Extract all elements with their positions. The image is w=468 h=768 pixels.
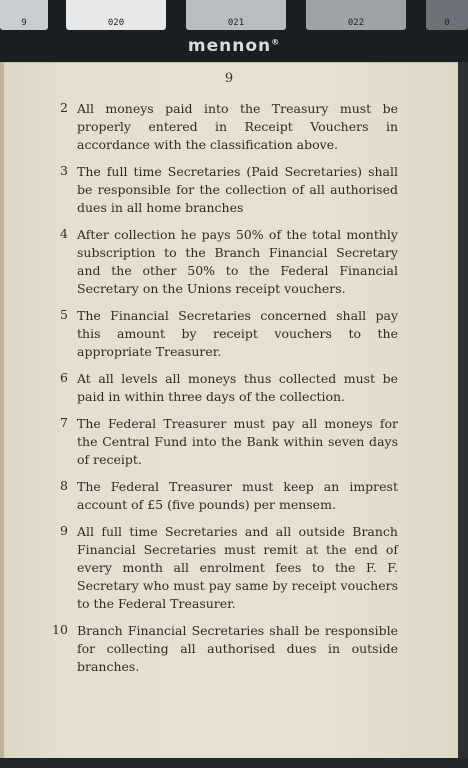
item-number: 4 bbox=[60, 226, 68, 241]
list-item bbox=[48, 415, 398, 469]
brand-text: mennon bbox=[187, 36, 272, 56]
item-number: 5 bbox=[60, 307, 68, 322]
list-item bbox=[48, 226, 398, 298]
color-card-label: 020 bbox=[107, 18, 125, 28]
item-number: 7 bbox=[60, 415, 68, 430]
scanner-strip bbox=[0, 0, 468, 62]
item-text: At all levels all moneys thus collected must be paid in within three days of the collection. bbox=[77, 371, 398, 404]
item-text: Branch Financial Secretaries shall be responsible for collecting all authorised dues in outside branches. bbox=[77, 623, 398, 674]
item-number: 10 bbox=[52, 622, 68, 637]
color-card bbox=[306, 0, 406, 30]
item-number: 6 bbox=[60, 370, 68, 385]
color-card-label: 022 bbox=[347, 18, 365, 28]
list-item bbox=[48, 622, 398, 676]
color-card-label: 021 bbox=[227, 18, 245, 28]
list-item bbox=[48, 478, 398, 514]
color-card-label: 9 bbox=[21, 18, 27, 28]
color-card bbox=[426, 0, 468, 30]
item-number: 3 bbox=[60, 163, 68, 178]
page-number: 9 bbox=[224, 71, 234, 86]
list-item bbox=[48, 100, 398, 154]
color-card bbox=[186, 0, 286, 30]
color-card-label: 0 bbox=[444, 18, 450, 28]
color-card bbox=[66, 0, 166, 30]
item-number: 2 bbox=[60, 100, 68, 115]
item-text: The Federal Treasurer must keep an imprest account of £5 (five pounds) per mensem. bbox=[77, 479, 398, 512]
item-number: 8 bbox=[60, 478, 68, 493]
item-text: All moneys paid into the Treasury must be properly entered in Receipt Vouchers in accordance with the classification above. bbox=[77, 101, 398, 152]
item-text: All full time Secretaries and all outside Branch Financial Secretaries must remit at the end of every month all enrolment fees to the F. F. Secretary who must pay same by receipt vouchers to the Federal Treasurer. bbox=[77, 524, 398, 611]
item-text: The full time Secretaries (Paid Secretaries) shall be responsible for the collection of all authorised dues in all home branches bbox=[77, 164, 398, 215]
item-text: After collection he pays 50% of the total monthly subscription to the Branch Financial Secretary and the other 50% to the Federal Financial Secretary on the Unions receipt vouchers. bbox=[77, 227, 398, 296]
registered-mark: ® bbox=[271, 37, 281, 47]
scanner-brand-logo bbox=[0, 36, 468, 56]
page-spine bbox=[0, 62, 4, 758]
list-item bbox=[48, 370, 398, 406]
list-item bbox=[48, 307, 398, 361]
list-item bbox=[48, 523, 398, 613]
item-number: 9 bbox=[60, 523, 68, 538]
rules-list bbox=[48, 100, 398, 685]
color-card bbox=[0, 0, 48, 30]
scanner-bed-edge bbox=[0, 758, 468, 768]
list-item bbox=[48, 163, 398, 217]
item-text: The Federal Treasurer must pay all moneys for the Central Fund into the Bank within seven days of receipt. bbox=[77, 416, 398, 467]
item-text: The Financial Secretaries concerned shall pay this amount by receipt vouchers to the appropriate Treasurer. bbox=[77, 308, 398, 359]
